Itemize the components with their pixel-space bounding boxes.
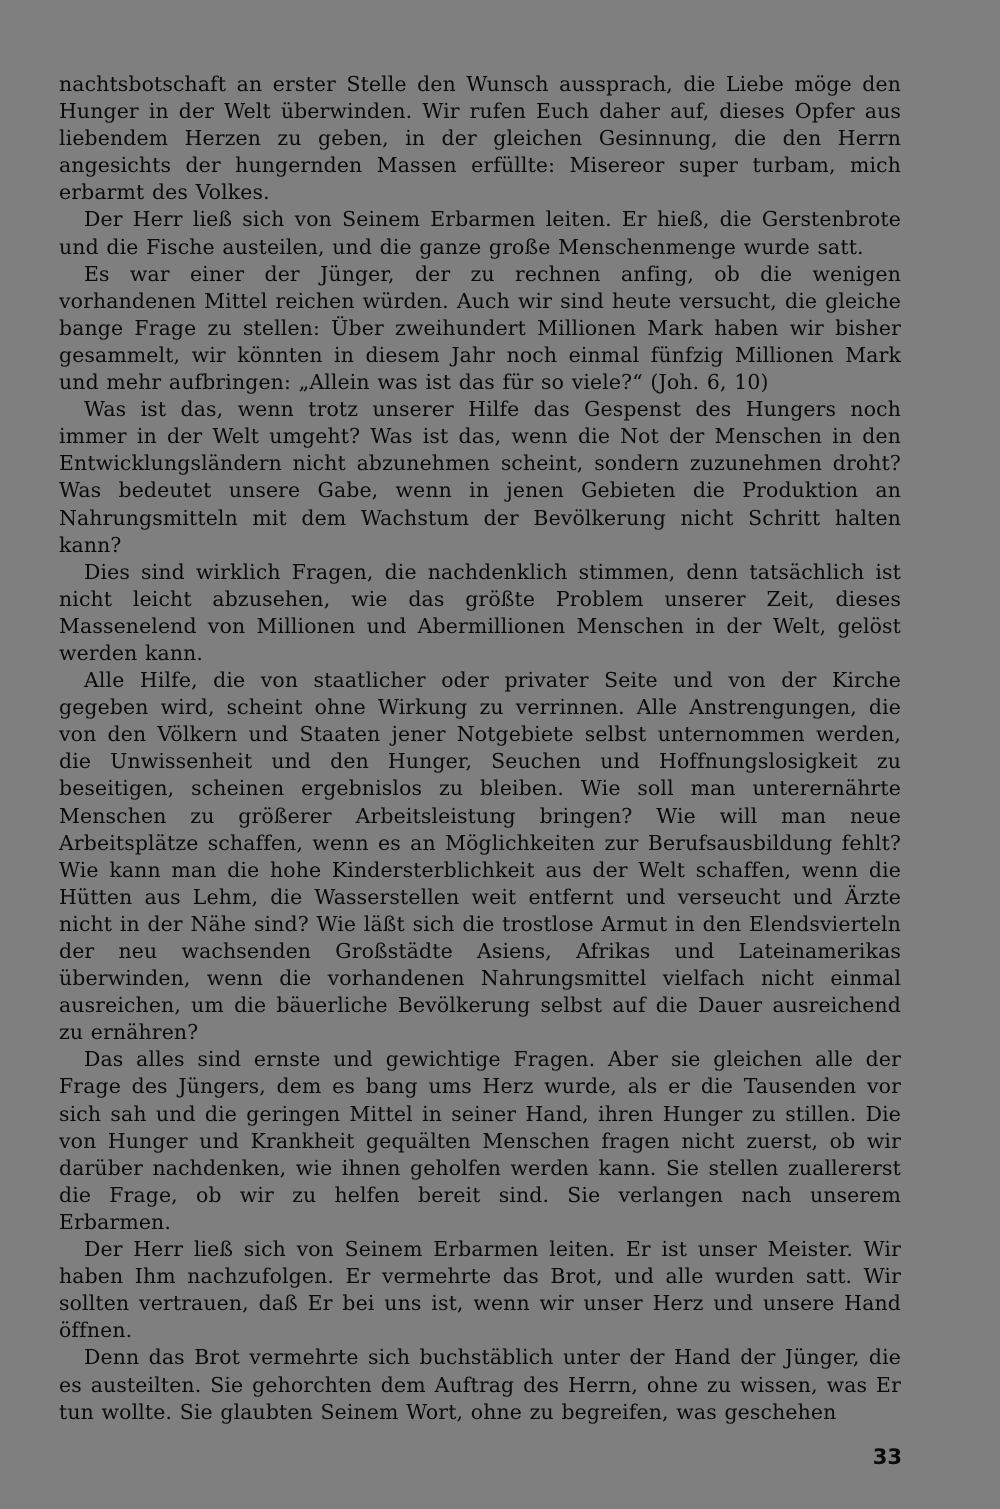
paragraph: Das alles sind ernste und gewichtige Fragen. Aber sie gleichen alle der Frage des Jüngers, dem es bang ums Herz wurde, als er die Tausenden vor sich sah und die geringen Mittel in seiner Hand, ihren Hunger zu stillen. Die von Hunger und Krankheit gequälten Menschen fragen nicht zuerst, ob wir darüber nachdenken, wie ihnen geholfen werden kann. Sie stellen zuallererst die Frage, ob wir zu helfen bereit sind. Sie verlangen nach unserem Erbarmen. bbox=[59, 1047, 901, 1234]
body-text bbox=[59, 71, 901, 1426]
paragraph: Es war einer der Jünger, der zu rechnen anfing, ob die wenigen vorhandenen Mittel reichen würden. Auch wir sind heute versucht, die gleiche bange Frage zu stellen: Über zweihundert Millionen Mark haben wir bisher gesammelt, wir könnten in diesem Jahr noch einmal fünfzig Millionen Mark und mehr aufbringen: „Allein was ist das für so viele?“ (Joh. 6, 10) bbox=[59, 261, 901, 395]
paragraph: Was ist das, wenn trotz unserer Hilfe das Gespenst des Hungers noch immer in der Welt umgeht? Was ist das, wenn die Not der Menschen in den Entwicklungsländern nicht abzunehmen scheint, sondern zuzunehmen droht? Was bedeutet unsere Gabe, wenn in jenen Gebieten die Produktion an Nahrungsmitteln mit dem Wachstum der Bevölkerung nicht Schritt halten kann? bbox=[59, 397, 901, 557]
paragraph: Der Herr ließ sich von Seinem Erbarmen leiten. Er hieß, die Gerstenbrote und die Fische austeilen, und die ganze große Menschenmenge wurde satt. bbox=[59, 207, 901, 259]
paragraph: Alle Hilfe, die von staatlicher oder privater Seite und von der Kirche gegeben wird, scheint ohne Wirkung zu verrinnen. Alle Anstrengungen, die von den Völkern und Staaten jener Notgebiete selbst unternommen werden, die Unwissenheit und den Hunger, Seuchen und Hoffnungslosigkeit zu beseitigen, scheinen ergebnislos zu bleiben. Wie soll man unterernährte Menschen zu größerer Arbeitsleistung bringen? Wie will man neue Arbeitsplätze schaffen, wenn es an Möglichkeiten zur Berufsausbildung fehlt? Wie kann man die hohe Kindersterblichkeit aus der Welt schaffen, wenn die Hütten aus Lehm, die Wasserstellen weit entfernt und verseucht und Ärzte nicht in der Nähe sind? Wie läßt sich die trostlose Armut in den Elendsvierteln der neu wachsenden Großstädte Asiens, Afrikas und Lateinamerikas überwinden, wenn die vorhandenen Nahrungsmittel vielfach nicht einmal ausreichen, um die bäuerliche Bevölkerung selbst auf die Dauer ausreichend zu ernähren? bbox=[59, 668, 901, 1045]
paragraph: nachtsbotschaft an erster Stelle den Wunsch aussprach, die Liebe möge den Hunger in der Welt überwinden. Wir rufen Euch daher auf, dieses Opfer aus liebendem Herzen zu geben, in der gleichen Gesinnung, die den Herrn angesichts der hungernden Massen erfüllte: Misereor super turbam, mich erbarmt des Volkes. bbox=[59, 72, 901, 205]
paragraph: Dies sind wirklich Fragen, die nachdenklich stimmen, denn tatsächlich ist nicht leicht abzusehen, wie das größte Problem unserer Zeit, dieses Massenelend von Millionen und Abermillionen Menschen in der Welt, gelöst werden kann. bbox=[59, 559, 901, 665]
page-number: 33 bbox=[872, 1445, 902, 1469]
paragraph: Der Herr ließ sich von Seinem Erbarmen leiten. Er ist unser Meister. Wir haben Ihm nachzufolgen. Er vermehrte das Brot, und alle wurden satt. Wir sollten vertrauen, daß Er bei uns ist, wenn wir unser Herz und unsere Hand öffnen. bbox=[59, 1237, 901, 1343]
paragraph: Denn das Brot vermehrte sich buchstäblich unter der Hand der Jünger, die es austeilten. Sie gehorchten dem Auftrag des Herrn, ohne zu wissen, was Er tun wollte. Sie glaubten Seinem Wort, ohne zu begreifen, was geschehen bbox=[59, 1345, 901, 1424]
